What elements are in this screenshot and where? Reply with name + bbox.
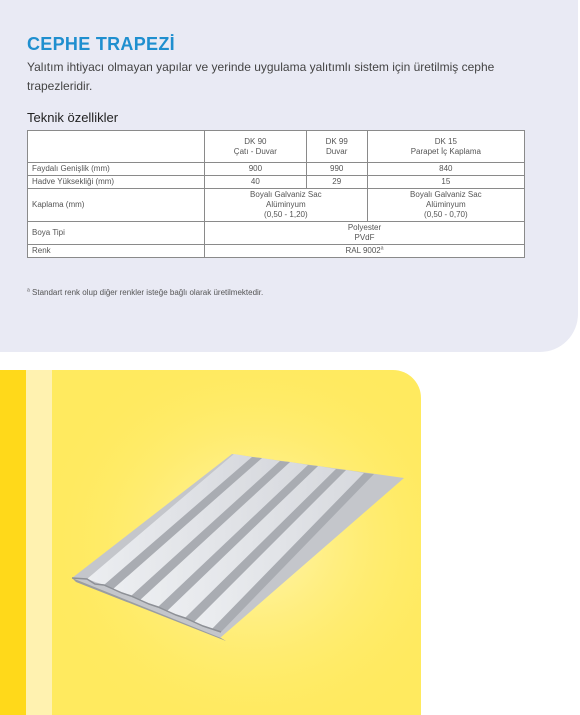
column-header-dk15 <box>367 131 524 163</box>
table-row <box>28 222 525 245</box>
column-model: DK 99 <box>325 136 348 146</box>
info-panel <box>0 0 578 352</box>
product-photo <box>0 370 421 715</box>
table-row <box>28 176 525 189</box>
coating-material: Boyalı Galvaniz Sac <box>410 190 482 199</box>
table-header-empty <box>28 131 205 163</box>
row-label: Faydalı Genişlik (mm) <box>28 163 205 176</box>
table-cell <box>205 245 525 258</box>
column-model: DK 15 <box>434 136 457 146</box>
page-title: CEPHE TRAPEZİ <box>27 34 175 54</box>
footnote-text: Standart renk olup diğer renkler isteğe bağlı olarak üretilmektedir. <box>32 288 264 297</box>
table-header-row <box>28 131 525 163</box>
row-label: Renk <box>28 245 205 258</box>
paint-type: PVdF <box>354 233 375 242</box>
column-header-dk90 <box>205 131 307 163</box>
spec-table <box>27 130 525 258</box>
table-cell <box>367 189 524 222</box>
column-header-dk99 <box>306 131 367 163</box>
table-row <box>28 245 525 258</box>
column-model: DK 90 <box>244 136 267 146</box>
color-value: RAL 9002 <box>345 246 381 255</box>
table-cell: 29 <box>306 176 367 189</box>
description: Yalıtım ihtiyacı olmayan yapılar ve yerinde uygulama yalıtımlı sistem için üretilmiş cephe trapezleridir. <box>27 60 495 93</box>
row-label: Boya Tipi <box>28 222 205 245</box>
footnote <box>27 288 263 297</box>
footnote-marker: a <box>27 287 30 294</box>
row-label: Hadve Yüksekliği (mm) <box>28 176 205 189</box>
coating-thickness: (0,50 - 1,20) <box>264 210 308 219</box>
table-cell: 15 <box>367 176 524 189</box>
table-row <box>28 163 525 176</box>
coating-material: Boyalı Galvaniz Sac <box>250 190 322 199</box>
column-usage: Çatı - Duvar <box>233 146 277 156</box>
coating-thickness: (0,50 - 0,70) <box>424 210 468 219</box>
table-row <box>28 189 525 222</box>
corrugated-sheet-image <box>0 370 421 715</box>
table-cell: 990 <box>306 163 367 176</box>
row-label: Kaplama (mm) <box>28 189 205 222</box>
table-cell <box>205 189 368 222</box>
table-cell <box>205 222 525 245</box>
column-usage: Parapet İç Kaplama <box>410 146 481 156</box>
footnote-marker: a <box>380 245 384 252</box>
coating-material: Alüminyum <box>266 200 306 209</box>
spec-heading: Teknik özellikler <box>27 110 119 125</box>
column-usage: Duvar <box>326 146 348 156</box>
coating-material: Alüminyum <box>426 200 466 209</box>
table-cell: 900 <box>205 163 307 176</box>
paint-type: Polyester <box>347 223 382 232</box>
table-cell: 40 <box>205 176 307 189</box>
table-cell: 840 <box>367 163 524 176</box>
